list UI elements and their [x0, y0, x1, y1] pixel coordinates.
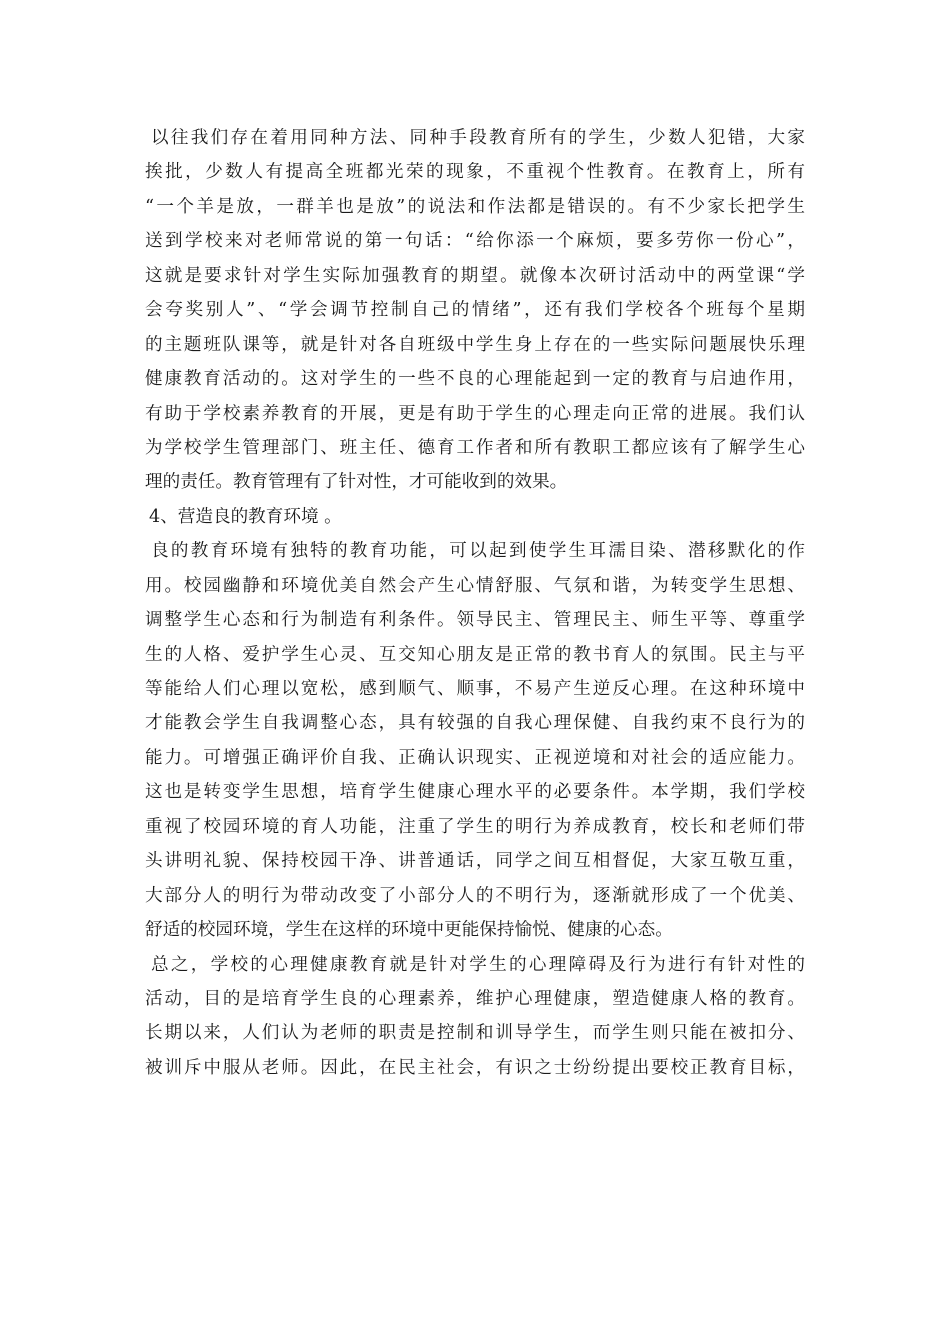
text-line: 送到学校来对老师常说的第一句话：“给你添一个麻烦，要多劳你一份心”，	[145, 231, 805, 252]
text-line: 等能给人们心理以宽松，感到顺气、顺事，不易产生逆反心理。在这种环境中	[145, 679, 805, 699]
text-line: 长期以来，人们认为老师的职责是控制和训导学生，而学生则只能在被扣分、	[145, 1023, 805, 1044]
text-line: 大部分人的明行为带动改变了小部分人的不明行为，逐渐就形成了一个优美、	[145, 885, 805, 906]
text-line: 理的责任。教育管理有了针对性，才可能收到的效果。	[145, 472, 568, 493]
text-line: 健康教育活动的。这对学生的一些不良的心理能起到一定的教育与启迪作用，	[145, 369, 805, 390]
text-line: 舒适的校园环境，学生在这样的环境中更能保持愉悦、健康的心态。	[145, 920, 673, 941]
text-line: 总之，学校的心理健康教育就是针对学生的心理障碍及行为进行有针对性的	[151, 954, 805, 975]
text-line: 才能教会学生自我调整心态，具有较强的自我心理保健、自我约束不良行为的	[145, 713, 805, 734]
text-line: 会夸奖别人”、“学会调节控制自己的情绪”，还有我们学校各个班每个星期	[145, 300, 805, 321]
text-line: 活动，目的是培育学生良的心理素养，维护心理健康，塑造健康人格的教育。	[145, 988, 805, 1009]
text-line: 以往我们存在着用同种方法、同种手段教育所有的学生，少数人犯错，大家	[151, 128, 805, 148]
text-line: 的主题班队课等，就是针对各自班级中学生身上存在的一些实际问题展快乐理	[145, 334, 805, 355]
text-line: 被训斥中服从老师。因此，在民主社会，有识之士纷纷提出要校正教育目标，	[145, 1057, 805, 1078]
section-heading: 4、营造良的教育环境 。	[149, 506, 342, 527]
text-line: 能力。可增强正确评价自我、正确认识现实、正视逆境和对社会的适应能力。	[145, 747, 805, 768]
text-line: 用。校园幽静和环境优美自然会产生心情舒服、气氛和谐，为转变学生思想、	[145, 575, 805, 596]
text-line: 这就是要求针对学生实际加强教育的期望。就像本次研讨活动中的两堂课“学	[145, 265, 805, 286]
text-line: 挨批，少数人有提高全班都光荣的现象，不重视个性教育。在教育上，所有	[145, 162, 805, 183]
text-line: 重视了校园环境的育人功能，注重了学生的明行为养成教育，校长和老师们带	[145, 816, 805, 837]
body-text	[145, 121, 805, 1085]
text-line: 良的教育环境有独特的教育功能，可以起到使学生耳濡目染、潜移默化的作	[151, 541, 805, 562]
text-line: 为学校学生管理部门、班主任、德育工作者和所有教职工都应该有了解学生心	[145, 437, 805, 458]
text-line: 头讲明礼貌、保持校园干净、讲普通话，同学之间互相督促，大家互敬互重，	[145, 851, 805, 872]
text-line: 调整学生心态和行为制造有利条件。领导民主、管理民主、师生平等、尊重学	[145, 610, 805, 631]
text-line: 这也是转变学生思想，培育学生健康心理水平的必要条件。本学期，我们学校	[145, 782, 805, 803]
text-line: 生的人格、爱护学生心灵、互交知心朋友是正常的教书育人的氛围。民主与平	[145, 644, 805, 665]
text-line: 有助于学校素养教育的开展，更是有助于学生的心理走向正常的进展。我们认	[145, 403, 805, 424]
text-line: “一个羊是放，一群羊也是放”的说法和作法都是错误的。有不少家长把学生	[145, 196, 805, 217]
